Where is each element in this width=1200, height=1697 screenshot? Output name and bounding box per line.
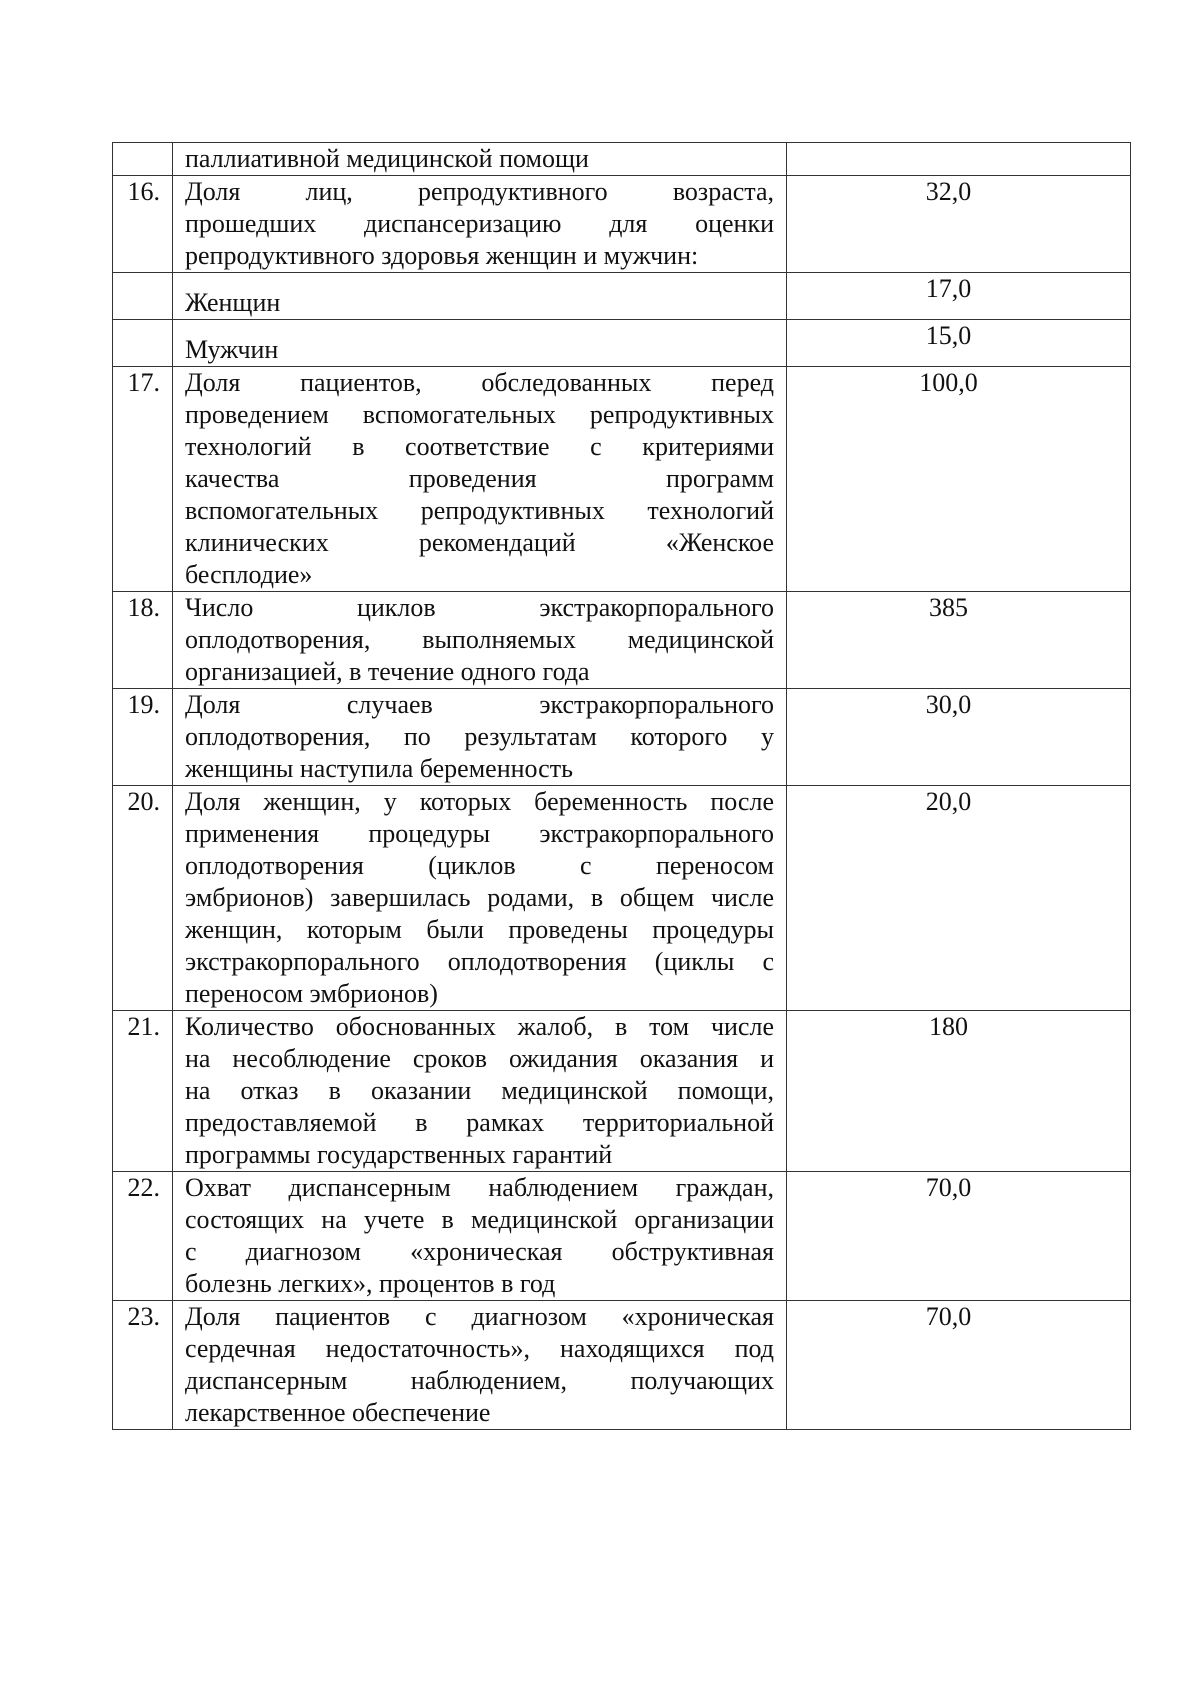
row-number: 17.: [113, 367, 173, 592]
indicator-value: 15,0: [787, 320, 1131, 367]
indicator-name-line: переносом эмбрионов): [185, 979, 438, 1008]
indicator-name: [173, 320, 787, 367]
indicator-name-line: состоящих на учете в медицинской организации: [185, 1205, 774, 1234]
indicator-name-line: эмбрионов) завершилась родами, в общем числе: [185, 883, 774, 912]
indicator-name-line: на отказ в оказании медицинской помощи,: [185, 1076, 774, 1105]
table-row: [113, 320, 1131, 367]
indicator-name-line: паллиативной медицинской помощи: [185, 144, 589, 173]
indicator-name-line: бесплодие»: [185, 560, 313, 589]
row-number: 19.: [113, 689, 173, 786]
indicator-name-line: Доля пациентов с диагнозом «хроническая: [185, 1302, 774, 1331]
indicator-value: 385: [787, 592, 1131, 689]
indicator-name-line: Доля женщин, у которых беременность после: [185, 787, 774, 816]
table-row: [113, 786, 1131, 1011]
row-number: 18.: [113, 592, 173, 689]
indicator-name-line: организацией, в течение одного года: [185, 657, 590, 686]
table-row: [113, 176, 1131, 273]
row-number: [113, 143, 173, 176]
indicator-value: 20,0: [787, 786, 1131, 1011]
indicator-name-line: экстракорпорального оплодотворения (циклы с: [185, 947, 774, 976]
indicator-name-line: проведением вспомогательных репродуктивных: [185, 400, 774, 429]
indicator-name-line: оплодотворения, выполняемых медицинской: [185, 625, 774, 654]
indicator-name: [173, 176, 787, 273]
table-row: [113, 143, 1131, 176]
indicator-name-line: оплодотворения, по результатам которого у: [185, 722, 774, 751]
table-row: [113, 1301, 1131, 1430]
indicator-name-line: прошедших диспансеризацию для оценки: [185, 209, 774, 238]
indicator-name-line: Доля случаев экстракорпорального: [185, 690, 774, 719]
indicator-name: [173, 786, 787, 1011]
indicator-name-line: Доля лиц, репродуктивного возраста,: [185, 177, 774, 206]
table-row: [113, 689, 1131, 786]
table-row: [113, 1011, 1131, 1172]
indicator-name-line: вспомогательных репродуктивных технологий: [185, 496, 774, 525]
indicator-name-line: диспансерным наблюдением, получающих: [185, 1366, 774, 1395]
indicator-name: [173, 1301, 787, 1430]
indicator-name-line: программы государственных гарантий: [185, 1140, 613, 1169]
indicator-value: 180: [787, 1011, 1131, 1172]
indicator-name-line: с диагнозом «хроническая обструктивная: [185, 1237, 774, 1266]
row-number: 16.: [113, 176, 173, 273]
row-number: [113, 273, 173, 320]
indicator-name: [173, 273, 787, 320]
indicator-name: [173, 143, 787, 176]
indicator-name-line: Мужчин: [185, 335, 279, 364]
indicator-name: [173, 689, 787, 786]
table-row: [113, 367, 1131, 592]
indicator-name-line: клинических рекомендаций «Женское: [185, 528, 774, 557]
indicator-name-line: Количество обоснованных жалоб, в том числе: [185, 1012, 774, 1041]
indicator-value: 30,0: [787, 689, 1131, 786]
indicator-name-line: лекарственное обеспечение: [185, 1398, 491, 1427]
table-row: [113, 592, 1131, 689]
indicator-table: [112, 142, 1131, 1430]
row-number: 21.: [113, 1011, 173, 1172]
indicator-name-line: применения процедуры экстракорпорального: [185, 819, 774, 848]
indicator-value: 17,0: [787, 273, 1131, 320]
indicator-name-line: Число циклов экстракорпорального: [185, 593, 774, 622]
indicator-name: [173, 367, 787, 592]
indicator-name-line: Женщин: [185, 288, 281, 317]
indicator-name-line: оплодотворения (циклов с переносом: [185, 851, 774, 880]
indicator-value: 100,0: [787, 367, 1131, 592]
indicator-value: 70,0: [787, 1301, 1131, 1430]
indicator-name-line: качества проведения программ: [185, 464, 774, 493]
indicator-value: 70,0: [787, 1172, 1131, 1301]
table-row: [113, 273, 1131, 320]
indicator-name: [173, 592, 787, 689]
indicator-value: [787, 143, 1131, 176]
row-number: [113, 320, 173, 367]
indicator-name-line: сердечная недостаточность», находящихся под: [185, 1334, 774, 1363]
indicator-name: [173, 1172, 787, 1301]
indicator-name-line: Доля пациентов, обследованных перед: [185, 368, 774, 397]
indicator-name-line: женщин, которым были проведены процедуры: [185, 915, 774, 944]
row-number: 22.: [113, 1172, 173, 1301]
indicator-name-line: Охват диспансерным наблюдением граждан,: [185, 1173, 774, 1202]
row-number: 23.: [113, 1301, 173, 1430]
indicator-name-line: на несоблюдение сроков ожидания оказания и: [185, 1044, 774, 1073]
indicator-name-line: предоставляемой в рамках территориальной: [185, 1108, 774, 1137]
indicator-name-line: технологий в соответствие с критериями: [185, 432, 774, 461]
table-row: [113, 1172, 1131, 1301]
indicator-name: [173, 1011, 787, 1172]
indicator-name-line: репродуктивного здоровья женщин и мужчин:: [185, 241, 699, 270]
indicator-name-line: женщины наступила беременность: [185, 754, 573, 783]
indicator-value: 32,0: [787, 176, 1131, 273]
row-number: 20.: [113, 786, 173, 1011]
table-body: [113, 143, 1131, 1430]
indicator-name-line: болезнь легких», процентов в год: [185, 1269, 556, 1298]
